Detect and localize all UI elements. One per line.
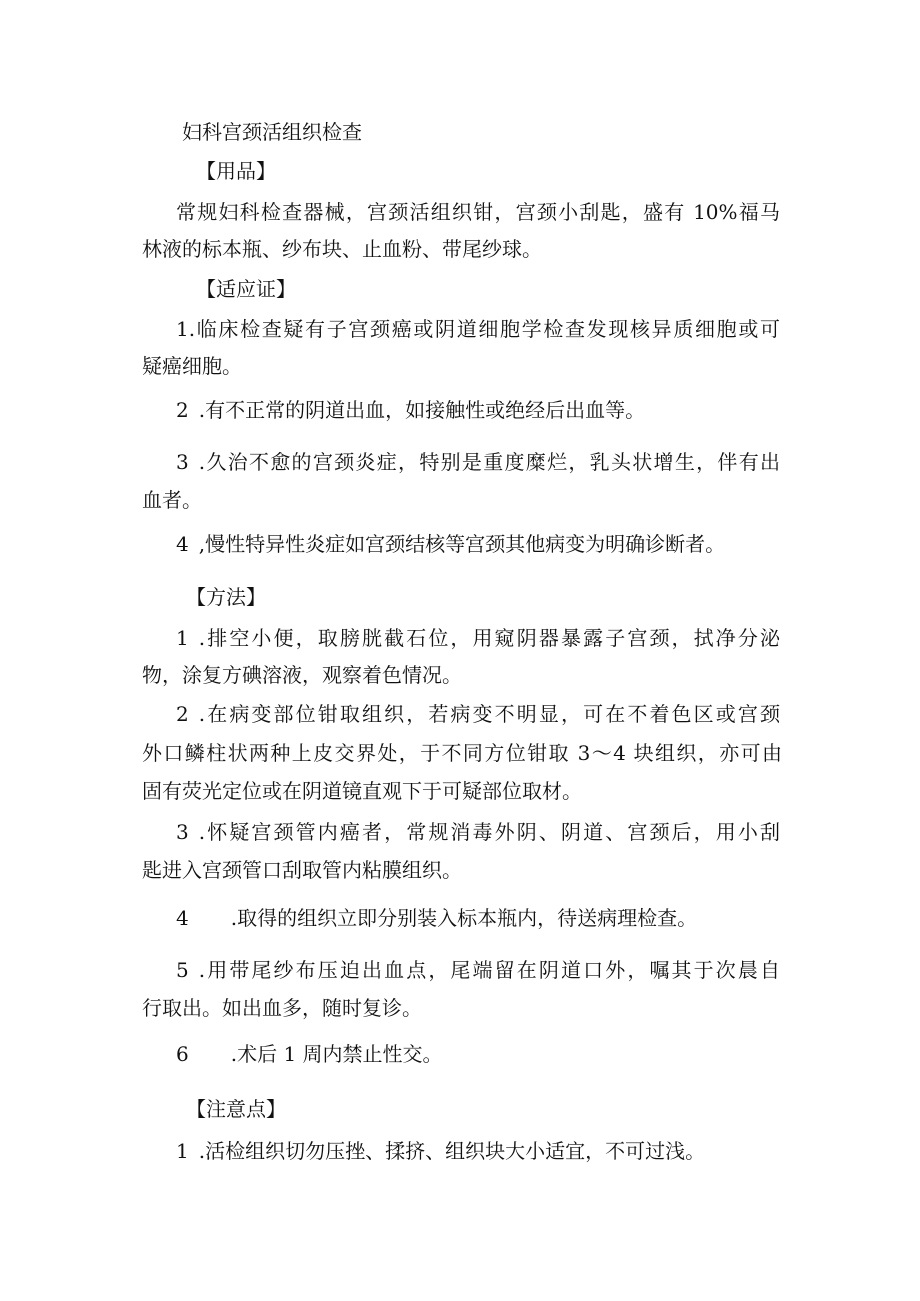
- method-item-2: [176, 700, 780, 728]
- method-item-5: [176, 956, 780, 984]
- method-item-2-cont: 固有荧光定位或在阴道镜直观下于可疑部位取材。: [142, 779, 582, 803]
- item-text: .术后 1 周内禁止性交。: [230, 1042, 443, 1066]
- item-text: .有不正常的阴道出血，如接触性或绝经后出血等。: [198, 398, 646, 422]
- method-item-3-cont: 匙进入宫颈管口刮取管内粘膜组织。: [142, 858, 462, 882]
- indication-item-4: [176, 530, 725, 558]
- indication-item-1-cont: 疑癌细胞。: [142, 354, 242, 378]
- item-number: 1: [176, 626, 189, 650]
- item-text: .活检组织切勿压挫、揉挤、组织块大小适宜，不可过浅。: [198, 1139, 706, 1163]
- method-item-3: [176, 818, 780, 846]
- method-item-4: [176, 904, 697, 932]
- item-text: .排空小便，取膀胱截石位，用窥阴器暴露子宫颈，拭净分泌: [198, 626, 780, 650]
- method-item-1: [176, 624, 780, 652]
- item-number: 3: [176, 820, 189, 844]
- indication-item-1: 1.临床检查疑有子宫颈癌或阴道细胞学检查发现核异质细胞或可: [176, 317, 780, 341]
- indication-item-3: [176, 448, 780, 476]
- method-item-5-cont: 行取出。如出血多，随时复诊。: [142, 996, 422, 1020]
- supplies-line: 常规妇科检查器械，宫颈活组织钳，宫颈小刮匙，盛有 10%福马: [176, 200, 780, 224]
- notes-item-1: [176, 1137, 705, 1165]
- item-text: .久治不愈的宫颈炎症，特别是重度糜烂，乳头状增生，伴有出: [198, 450, 780, 474]
- item-text: .在病变部位钳取组织，若病变不明显，可在不着色区或宫颈: [198, 702, 780, 726]
- indications-heading: 【适应证】: [196, 277, 296, 301]
- method-heading: 【方法】: [186, 585, 266, 609]
- item-number: 4: [176, 532, 189, 556]
- document-title: 妇科宫颈活组织检查: [182, 120, 362, 144]
- method-item-2-cont: 外口鳞柱状两种上皮交界处，于不同方位钳取 3～4 块组织，亦可由: [142, 741, 782, 765]
- item-text: ,慢性特异性炎症如宫颈结核等宫颈其他病变为明确诊断者。: [198, 532, 726, 556]
- indication-item-2: [176, 396, 645, 424]
- supplies-heading: 【用品】: [196, 159, 276, 183]
- item-text: .怀疑宫颈管内癌者，常规消毒外阴、阴道、宫颈后，用小刮: [198, 820, 780, 844]
- item-number: 2: [176, 398, 189, 422]
- item-text: .取得的组织立即分别装入标本瓶内，待送病理检查。: [230, 906, 698, 930]
- supplies-line: 林液的标本瓶、纱布块、止血粉、带尾纱球。: [142, 237, 542, 261]
- item-number: 4: [176, 906, 189, 930]
- item-text: .用带尾纱布压迫出血点，尾端留在阴道口外，嘱其于次晨自: [198, 958, 780, 982]
- item-number: 2: [176, 702, 189, 726]
- notes-heading: 【注意点】: [186, 1097, 286, 1121]
- indication-item-3-cont: 血者。: [142, 488, 202, 512]
- method-item-6: [176, 1040, 443, 1068]
- method-item-1-cont: 物，涂复方碘溶液，观察着色情况。: [142, 663, 462, 687]
- item-number: 3: [176, 450, 189, 474]
- item-number: 1: [176, 1139, 189, 1163]
- item-number: 5: [176, 958, 189, 982]
- item-number: 6: [176, 1042, 189, 1066]
